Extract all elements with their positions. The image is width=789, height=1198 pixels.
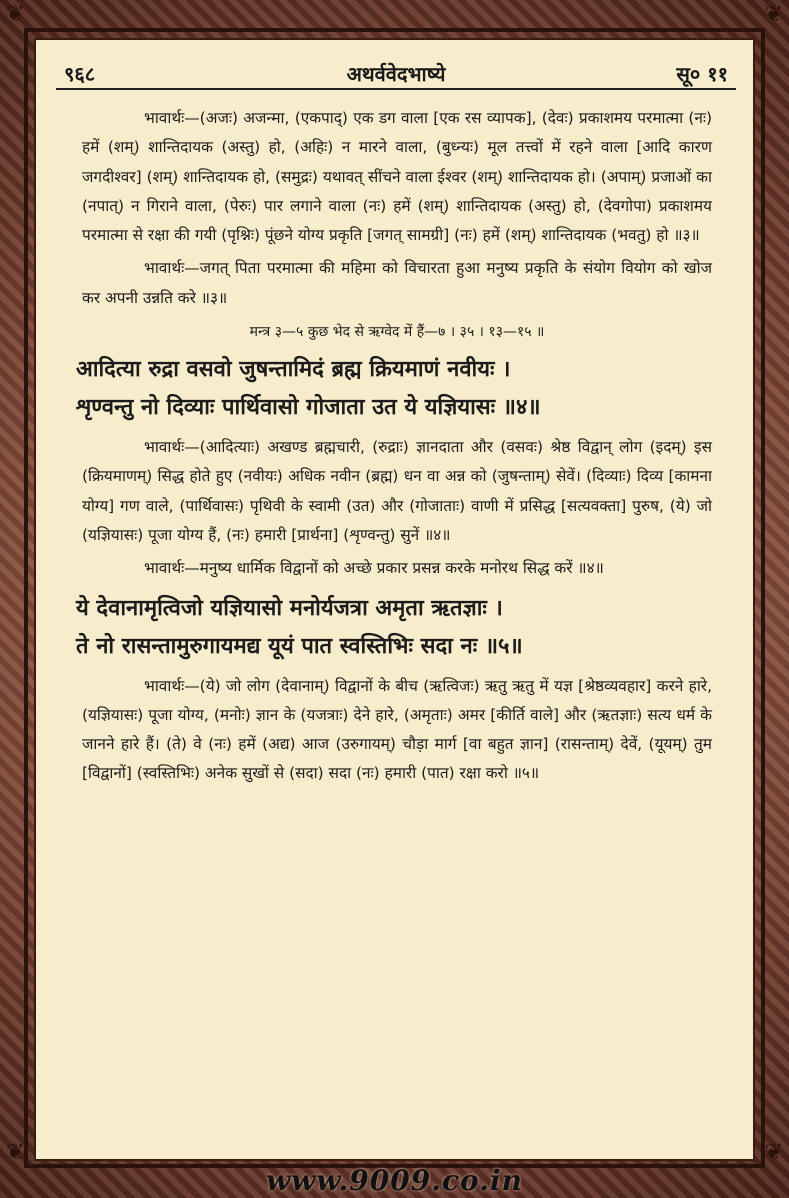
- corner-ornament-icon: ❦: [764, 1140, 783, 1165]
- reference-note: मन्त्र ३—५ कुछ भेद से ऋग्वेद में हैं—७ । ३५ । १३—१५ ॥: [249, 324, 545, 341]
- mantra-line: शृण्वन्तु नो दिव्याः पार्थिवासो गोजाता उत ये यज्ञियासः ॥४॥: [76, 395, 541, 421]
- commentary-paragraph: भावार्थः—(आदित्याः) अखण्ड ब्रह्मचारी, (रुद्राः) ज्ञानदाता और (वसवः) श्रेष्ठ विद्वान् लोग (इदम्) इस (क्रियमाणम्) सिद्ध होते हुए (नवीयः) अधिक नवीन (ब्रह्म) धन वा अन्न को (जुषन्ताम्) सेवें। (दिव्याः) दिव्य [कामना योग्य] गण वाले, (पार्थिवासः) पृथिवी के स्वामी (उत) और (गोजाताः) वाणी में प्रसिद्ध [सत्यवक्ता] पुरुष, (ये) जो (यज्ञियासः) पूजा योग्य हैं, (नः) हमारी [प्रार्थना] (शृण्वन्तु) सुनें ॥४॥: [82, 438, 712, 544]
- page-number: ९६८: [64, 62, 96, 86]
- commentary-paragraph: भावार्थः—(ये) जो लोग (देवानाम्) विद्वानों के बीच (ऋत्विजः) ऋतु ऋतु में यज्ञ [श्रेष्ठव्यवहार] करने हारे, (यज्ञियासः) पूजा योग्य, (मनोः) ज्ञान के (यजत्राः) देने हारे, (अमृताः) अमर [कीर्ति वाले] और (ऋतज्ञाः) सत्य धर्म के जानने हारे हैं। (ते) वे (नः) हमें (अद्य) आज (उरुगायम्) चौड़ा मार्ग [वा बहुत ज्ञान] (रासन्ताम्) देवें, (यूयम्) तुम [विद्वानों] (स्वस्तिभिः) अनेक सुखों से (सदा) सदा (नः) हमारी (पात) रक्षा करो ॥५॥: [82, 676, 712, 783]
- mantra-verse: [76, 590, 712, 666]
- page-header: [56, 58, 736, 90]
- sukta-number: सू० ११: [676, 62, 728, 86]
- page-content: [76, 100, 712, 789]
- book-page: [34, 38, 755, 1161]
- corner-ornament-icon: ❦: [6, 1140, 25, 1165]
- corner-ornament-icon: ❦: [764, 2, 783, 27]
- commentary-paragraph: भावार्थः—जगत् पिता परमात्मा की महिमा को विचारता हुआ मनुष्य प्रकृति के संयोग वियोग को खोज कर अपनी उन्नति करे ॥३॥: [82, 259, 712, 307]
- mantra-line: ये देवानामृत्विजो यज्ञियासो मनोर्यजत्रा अमृता ऋतज्ञाः ।: [76, 595, 503, 621]
- book-title: अथर्ववेदभाष्ये: [346, 62, 446, 86]
- mantra-line: आदित्या रुद्रा वसवो जुषन्तामिदं ब्रह्म क्रियमाणं नवीयः ।: [76, 357, 511, 383]
- corner-ornament-icon: ❦: [6, 2, 25, 27]
- commentary-paragraph: भावार्थः—मनुष्य धार्मिक विद्वानों को अच्छे प्रकार प्रसन्न करके मनोरथ सिद्ध करें ॥४॥: [144, 559, 604, 578]
- commentary-paragraph: भावार्थः—(अजः) अजन्मा, (एकपाद्) एक डग वाला [एक रस व्यापक], (देवः) प्रकाशमय परमात्मा (नः) हमें (शम्) शान्तिदायक (अस्तु) हो, (अहिः) न मारने वाला, (बुध्न्यः) मूल तत्त्वों में रहने वाला [आदि कारण जगदीश्वर] (शम्) शान्तिदायक हो, (समुद्रः) यथावत् सींचने वाला ईश्वर (शम्) शान्तिदायक हो। (अपाम्) प्रजाओं का (नपात्) न गिराने वाला, (पेरुः) पार लगाने वाला (नः) हमें (शम्) शान्तिदायक (अस्तु) हो, (देवगोपा) प्रकाशमय परमात्मा से रक्षा की गयी (पृश्निः) पूंछने योग्य प्रकृति [जगत् सामग्री] (नः) हमें (शम्) शान्तिदायक (भवतु) हो ॥३॥: [82, 109, 712, 245]
- website-watermark: www.9009.co.in: [266, 1164, 523, 1197]
- mantra-verse: [76, 351, 712, 427]
- mantra-line: ते नो रासन्तामुरुगायमद्य यूयं पात स्वस्तिभिः सदा नः ॥५॥: [76, 633, 523, 659]
